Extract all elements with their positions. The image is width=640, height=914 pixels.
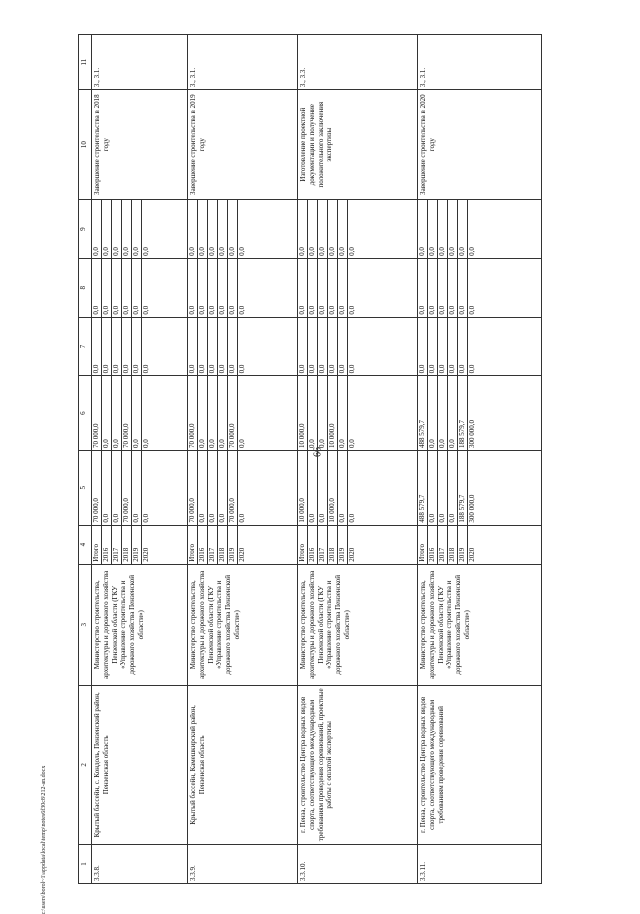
total-funding-cell-value: 0,0 xyxy=(348,513,356,523)
total-funding-cell-value: 0,0 xyxy=(338,451,348,525)
regional-budget-cell-value: 70 000,0 xyxy=(188,376,198,450)
total-funding-cell-value: 0,0 xyxy=(318,451,328,525)
col9-cell-value: 0,0 xyxy=(208,200,218,258)
header-col-3: 3 xyxy=(79,564,92,685)
col9-cell-value: 0,0 xyxy=(468,247,476,256)
col7-cell-value: 0,0 xyxy=(132,318,142,376)
col9-cell-value: 0,0 xyxy=(112,200,122,258)
header-col-6: 6 xyxy=(79,376,92,451)
total-funding-cell-value: 10 000,0 xyxy=(328,451,338,525)
regional-budget-cell-value: 188 579,7 xyxy=(458,376,468,450)
indicator-ref: 3., 3.1. xyxy=(92,35,188,90)
total-funding-cell-list xyxy=(298,451,357,525)
regional-budget-cell-value: 0,0 xyxy=(102,376,112,450)
table-row xyxy=(92,35,188,884)
col9-cell-value: 0,0 xyxy=(308,200,318,258)
col8-cell-value: 0,0 xyxy=(132,259,142,317)
total-funding-cell-value: 488 579,7 xyxy=(418,451,428,525)
years-cell-list xyxy=(188,526,247,564)
col7-cell-value: 0,0 xyxy=(458,318,468,376)
footer-file-path: c:\users\borol~1\appdata\local\temp\notes6f30c8\212-an.docx xyxy=(41,765,47,914)
regional-budget-cell-value: 0,0 xyxy=(308,376,318,450)
col8-cell-value: 0,0 xyxy=(318,259,328,317)
years-cell-value: 2016 xyxy=(428,526,438,564)
col9-cell-value: 0,0 xyxy=(418,200,428,258)
years-cell xyxy=(298,525,418,564)
col9-cell-value: 0,0 xyxy=(228,200,238,258)
years-cell-value: 2020 xyxy=(142,547,150,562)
program-table xyxy=(78,34,542,884)
col8-cell-value: 0,0 xyxy=(228,259,238,317)
regional-budget-cell-value: 300 000,0 xyxy=(468,419,476,448)
row-number: 3.3.11. xyxy=(418,844,542,883)
indicator-ref: 3., 3.3. xyxy=(298,35,418,90)
total-funding-cell-value: 300 000,0 xyxy=(468,494,476,523)
col8-cell-value: 0,0 xyxy=(188,259,198,317)
col7-cell xyxy=(298,317,418,376)
regional-budget-cell xyxy=(92,376,188,451)
years-cell-value: Итого xyxy=(418,526,428,564)
col8-cell-value: 0,0 xyxy=(298,259,308,317)
col7-cell-value: 0,0 xyxy=(112,318,122,376)
col9-cell xyxy=(298,200,418,259)
regional-budget-cell-value: 0,0 xyxy=(142,439,150,448)
col9-cell-value: 0,0 xyxy=(328,200,338,258)
years-cell-value: 2019 xyxy=(132,526,142,564)
col7-cell-value: 0,0 xyxy=(448,318,458,376)
header-col-8: 8 xyxy=(79,258,92,317)
years-cell-value: Итого xyxy=(92,526,102,564)
years-cell xyxy=(188,525,298,564)
years-cell-list xyxy=(92,526,151,564)
years-cell-value: 2019 xyxy=(338,526,348,564)
executor-name: Министерство строительства, архитектуры и дорожного хозяйства Пензенской области (ГКУ «Управление строительства и дорожного хозяйства Пензенской области») xyxy=(92,564,188,685)
total-funding-cell-value: 0,0 xyxy=(218,451,228,525)
table-row xyxy=(188,35,298,884)
executor-name: Министерство строительства, архитектуры и дорожного хозяйства Пензенской области (ГКУ «Управление строительства и дорожного хозяйства Пензенской области») xyxy=(418,564,542,685)
col7-cell-value: 0,0 xyxy=(418,318,428,376)
expected-result: Завершение строительства в 2020 году xyxy=(418,90,542,200)
years-cell-value: 2018 xyxy=(122,526,132,564)
object-name: Крытый бассейн, Камешкирский район, Пензенская область xyxy=(188,685,298,844)
col7-cell xyxy=(92,317,188,376)
total-funding-cell-value: 70 000,0 xyxy=(122,451,132,525)
regional-budget-cell-value: 0,0 xyxy=(448,376,458,450)
total-funding-cell-value: 188 579,7 xyxy=(458,451,468,525)
col9-cell xyxy=(92,200,188,259)
indicator-ref: 3., 3.1. xyxy=(418,35,542,90)
col7-cell-value: 0,0 xyxy=(438,318,448,376)
regional-budget-cell-value: 0,0 xyxy=(218,376,228,450)
total-funding-cell-value: 0,0 xyxy=(112,451,122,525)
col8-cell-value: 0,0 xyxy=(102,259,112,317)
years-cell-value: 2020 xyxy=(348,547,356,562)
col8-cell-list xyxy=(92,259,151,317)
regional-budget-cell-value: 0,0 xyxy=(318,376,328,450)
col7-cell-list xyxy=(92,318,151,376)
col9-cell-list xyxy=(188,200,247,258)
col8-cell-value: 0,0 xyxy=(458,259,468,317)
regional-budget-cell-value: 70 000,0 xyxy=(228,376,238,450)
regional-budget-cell-list xyxy=(188,376,247,450)
col8-cell-value: 0,0 xyxy=(428,259,438,317)
col8-cell-list xyxy=(188,259,247,317)
expected-result: Завершение строительства в 2018 году xyxy=(92,90,188,200)
header-col-5: 5 xyxy=(79,450,92,525)
years-cell-value: 2016 xyxy=(198,526,208,564)
table-row xyxy=(418,35,542,884)
table-row xyxy=(298,35,418,884)
total-funding-cell-value: 0,0 xyxy=(102,451,112,525)
regional-budget-cell-list xyxy=(418,376,477,450)
col8-cell-value: 0,0 xyxy=(308,259,318,317)
header-col-2: 2 xyxy=(79,685,92,844)
col7-cell-value: 0,0 xyxy=(92,318,102,376)
col7-cell-value: 0,0 xyxy=(348,364,356,374)
years-cell-value: 2017 xyxy=(208,526,218,564)
total-funding-cell-value: 0,0 xyxy=(132,451,142,525)
col8-cell-value: 0,0 xyxy=(238,305,246,315)
col8-cell-value: 0,0 xyxy=(92,259,102,317)
years-cell-value: 2016 xyxy=(102,526,112,564)
header-col-11: 11 xyxy=(79,35,92,90)
regional-budget-cell-value: 0,0 xyxy=(238,439,246,448)
col9-cell-list xyxy=(298,200,357,258)
col7-cell-value: 0,0 xyxy=(338,318,348,376)
years-cell-value: Итого xyxy=(188,526,198,564)
col7-cell-value: 0,0 xyxy=(122,318,132,376)
col7-cell xyxy=(418,317,542,376)
years-cell-value: 2019 xyxy=(458,526,468,564)
total-funding-cell xyxy=(418,450,542,525)
regional-budget-cell-value: 0,0 xyxy=(132,376,142,450)
col7-cell-value: 0,0 xyxy=(298,318,308,376)
col7-cell-value: 0,0 xyxy=(328,318,338,376)
total-funding-cell-list xyxy=(418,451,477,525)
years-cell-list xyxy=(418,526,477,564)
table-body xyxy=(92,35,542,884)
years-cell-value: 2018 xyxy=(328,526,338,564)
col8-cell xyxy=(188,258,298,317)
col9-cell-value: 0,0 xyxy=(218,200,228,258)
col8-cell-value: 0,0 xyxy=(198,259,208,317)
col7-cell-value: 0,0 xyxy=(188,318,198,376)
years-cell-value: 2018 xyxy=(448,526,458,564)
regional-budget-cell-value: 0,0 xyxy=(438,376,448,450)
object-name: г. Пенза, строительство Центра водных видов спорта, соответствующего международным требованиям проведения соревнований xyxy=(418,685,542,844)
total-funding-cell-value: 0,0 xyxy=(238,513,246,523)
total-funding-cell xyxy=(188,450,298,525)
col9-cell-value: 0,0 xyxy=(428,200,438,258)
col7-cell-value: 0,0 xyxy=(228,318,238,376)
years-cell-value: 2017 xyxy=(112,526,122,564)
total-funding-cell-value: 0,0 xyxy=(208,451,218,525)
years-cell-value: 2019 xyxy=(228,526,238,564)
col7-cell-value: 0,0 xyxy=(142,364,150,374)
total-funding-cell-value: 10 000,0 xyxy=(298,451,308,525)
regional-budget-cell-list xyxy=(298,376,357,450)
total-funding-cell-value: 0,0 xyxy=(428,451,438,525)
col9-cell xyxy=(418,200,542,259)
col9-cell-value: 0,0 xyxy=(142,247,150,256)
regional-budget-cell-value: 0,0 xyxy=(198,376,208,450)
years-cell-value: Итого xyxy=(298,526,308,564)
col7-cell-value: 0,0 xyxy=(218,318,228,376)
total-funding-cell-value: 70 000,0 xyxy=(188,451,198,525)
col9-cell-value: 0,0 xyxy=(348,247,356,256)
col8-cell-value: 0,0 xyxy=(218,259,228,317)
regional-budget-cell-value: 488 579,7 xyxy=(418,376,428,450)
col7-cell-value: 0,0 xyxy=(318,318,328,376)
col8-cell-value: 0,0 xyxy=(122,259,132,317)
col9-cell-value: 0,0 xyxy=(132,200,142,258)
col8-cell-list xyxy=(298,259,357,317)
regional-budget-cell-value: 10 000,0 xyxy=(328,376,338,450)
regional-budget-cell-value: 0,0 xyxy=(348,439,356,448)
col8-cell-value: 0,0 xyxy=(418,259,428,317)
total-funding-cell-value: 70 000,0 xyxy=(228,451,238,525)
col7-cell-value: 0,0 xyxy=(208,318,218,376)
regional-budget-cell-value: 10 000,0 xyxy=(298,376,308,450)
col9-cell-value: 0,0 xyxy=(122,200,132,258)
regional-budget-cell-value: 70 000,0 xyxy=(122,376,132,450)
years-cell xyxy=(418,525,542,564)
rotated-table-container xyxy=(78,34,508,884)
col7-cell-value: 0,0 xyxy=(238,364,246,374)
col9-cell-value: 0,0 xyxy=(338,200,348,258)
col9-cell-value: 0,0 xyxy=(438,200,448,258)
row-number: 3.3.9. xyxy=(188,844,298,883)
expected-result: Завершение строительства в 2019 году xyxy=(188,90,298,200)
total-funding-cell-value: 0,0 xyxy=(142,513,150,523)
total-funding-cell-value: 0,0 xyxy=(198,451,208,525)
col9-cell-value: 0,0 xyxy=(238,247,246,256)
executor-name: Министерство строительства, архитектуры и дорожного хозяйства Пензенской области (ГКУ «Управление строительства и дорожного хозяйства Пензенской области») xyxy=(298,564,418,685)
col8-cell-value: 0,0 xyxy=(112,259,122,317)
col7-cell-value: 0,0 xyxy=(428,318,438,376)
indicator-ref: 3., 3.1. xyxy=(188,35,298,90)
col8-cell xyxy=(298,258,418,317)
total-funding-cell-value: 0,0 xyxy=(308,451,318,525)
col9-cell-value: 0,0 xyxy=(188,200,198,258)
total-funding-cell-list xyxy=(188,451,247,525)
col7-cell xyxy=(188,317,298,376)
col8-cell xyxy=(92,258,188,317)
header-col-9: 9 xyxy=(79,200,92,259)
years-cell-list xyxy=(298,526,357,564)
regional-budget-cell-list xyxy=(92,376,151,450)
col9-cell-value: 0,0 xyxy=(198,200,208,258)
years-cell-value: 2017 xyxy=(318,526,328,564)
header-col-1: 1 xyxy=(79,844,92,883)
years-cell-value: 2018 xyxy=(218,526,228,564)
regional-budget-cell xyxy=(298,376,418,451)
col9-cell-value: 0,0 xyxy=(318,200,328,258)
col8-cell-value: 0,0 xyxy=(448,259,458,317)
col9-cell-value: 0,0 xyxy=(458,200,468,258)
years-cell-value: 2020 xyxy=(238,547,246,562)
col9-cell-value: 0,0 xyxy=(448,200,458,258)
col9-cell-value: 0,0 xyxy=(92,200,102,258)
col9-cell-value: 0,0 xyxy=(298,200,308,258)
total-funding-cell-value: 0,0 xyxy=(438,451,448,525)
col7-cell-value: 0,0 xyxy=(198,318,208,376)
col8-cell-value: 0,0 xyxy=(142,305,150,315)
col7-cell-value: 0,0 xyxy=(102,318,112,376)
total-funding-cell-list xyxy=(92,451,151,525)
regional-budget-cell-value: 0,0 xyxy=(428,376,438,450)
regional-budget-cell-value: 70 000,0 xyxy=(92,376,102,450)
col8-cell-list xyxy=(418,259,477,317)
page-number: 66 xyxy=(312,447,324,457)
regional-budget-cell-value: 0,0 xyxy=(208,376,218,450)
years-cell-value: 2020 xyxy=(468,547,476,562)
col8-cell-value: 0,0 xyxy=(348,305,356,315)
years-cell-value: 2016 xyxy=(308,526,318,564)
col8-cell-value: 0,0 xyxy=(438,259,448,317)
regional-budget-cell xyxy=(188,376,298,451)
header-col-10: 10 xyxy=(79,90,92,200)
col7-cell-list xyxy=(188,318,247,376)
col7-cell-value: 0,0 xyxy=(468,364,476,374)
col8-cell-value: 0,0 xyxy=(338,259,348,317)
total-funding-cell xyxy=(298,450,418,525)
expected-result: Изготовление проектной документации и получение положительного заключения экспертизы xyxy=(298,90,418,200)
total-funding-cell-value: 0,0 xyxy=(448,451,458,525)
total-funding-cell xyxy=(92,450,188,525)
col7-cell-value: 0,0 xyxy=(308,318,318,376)
header-row xyxy=(79,35,92,884)
col9-cell-list xyxy=(92,200,151,258)
executor-name: Министерство строительства, архитектуры и дорожного хозяйства Пензенской области (ГКУ «Управление строительства и дорожного хозяйства Пензенской области») xyxy=(188,564,298,685)
regional-budget-cell xyxy=(418,376,542,451)
header-col-4: 4 xyxy=(79,525,92,564)
col7-cell-list xyxy=(418,318,477,376)
row-number: 3.3.8. xyxy=(92,844,188,883)
regional-budget-cell-value: 0,0 xyxy=(338,376,348,450)
col9-cell xyxy=(188,200,298,259)
col7-cell-list xyxy=(298,318,357,376)
col8-cell-value: 0,0 xyxy=(468,305,476,315)
col9-cell-list xyxy=(418,200,477,258)
regional-budget-cell-value: 0,0 xyxy=(112,376,122,450)
header-col-7: 7 xyxy=(79,317,92,376)
col8-cell-value: 0,0 xyxy=(208,259,218,317)
years-cell-value: 2017 xyxy=(438,526,448,564)
object-name: г. Пенза, строительство Центра водных видов спорта, соответствующего международным требованиям проведения соревнований, проектные работы с оплатой экспертизы xyxy=(298,685,418,844)
col9-cell-value: 0,0 xyxy=(102,200,112,258)
total-funding-cell-value: 70 000,0 xyxy=(92,451,102,525)
years-cell xyxy=(92,525,188,564)
col8-cell xyxy=(418,258,542,317)
object-name: Крытый бассейн, с. Кондоль, Пензенский район, Пензенская область xyxy=(92,685,188,844)
row-number: 3.3.10. xyxy=(298,844,418,883)
col8-cell-value: 0,0 xyxy=(328,259,338,317)
